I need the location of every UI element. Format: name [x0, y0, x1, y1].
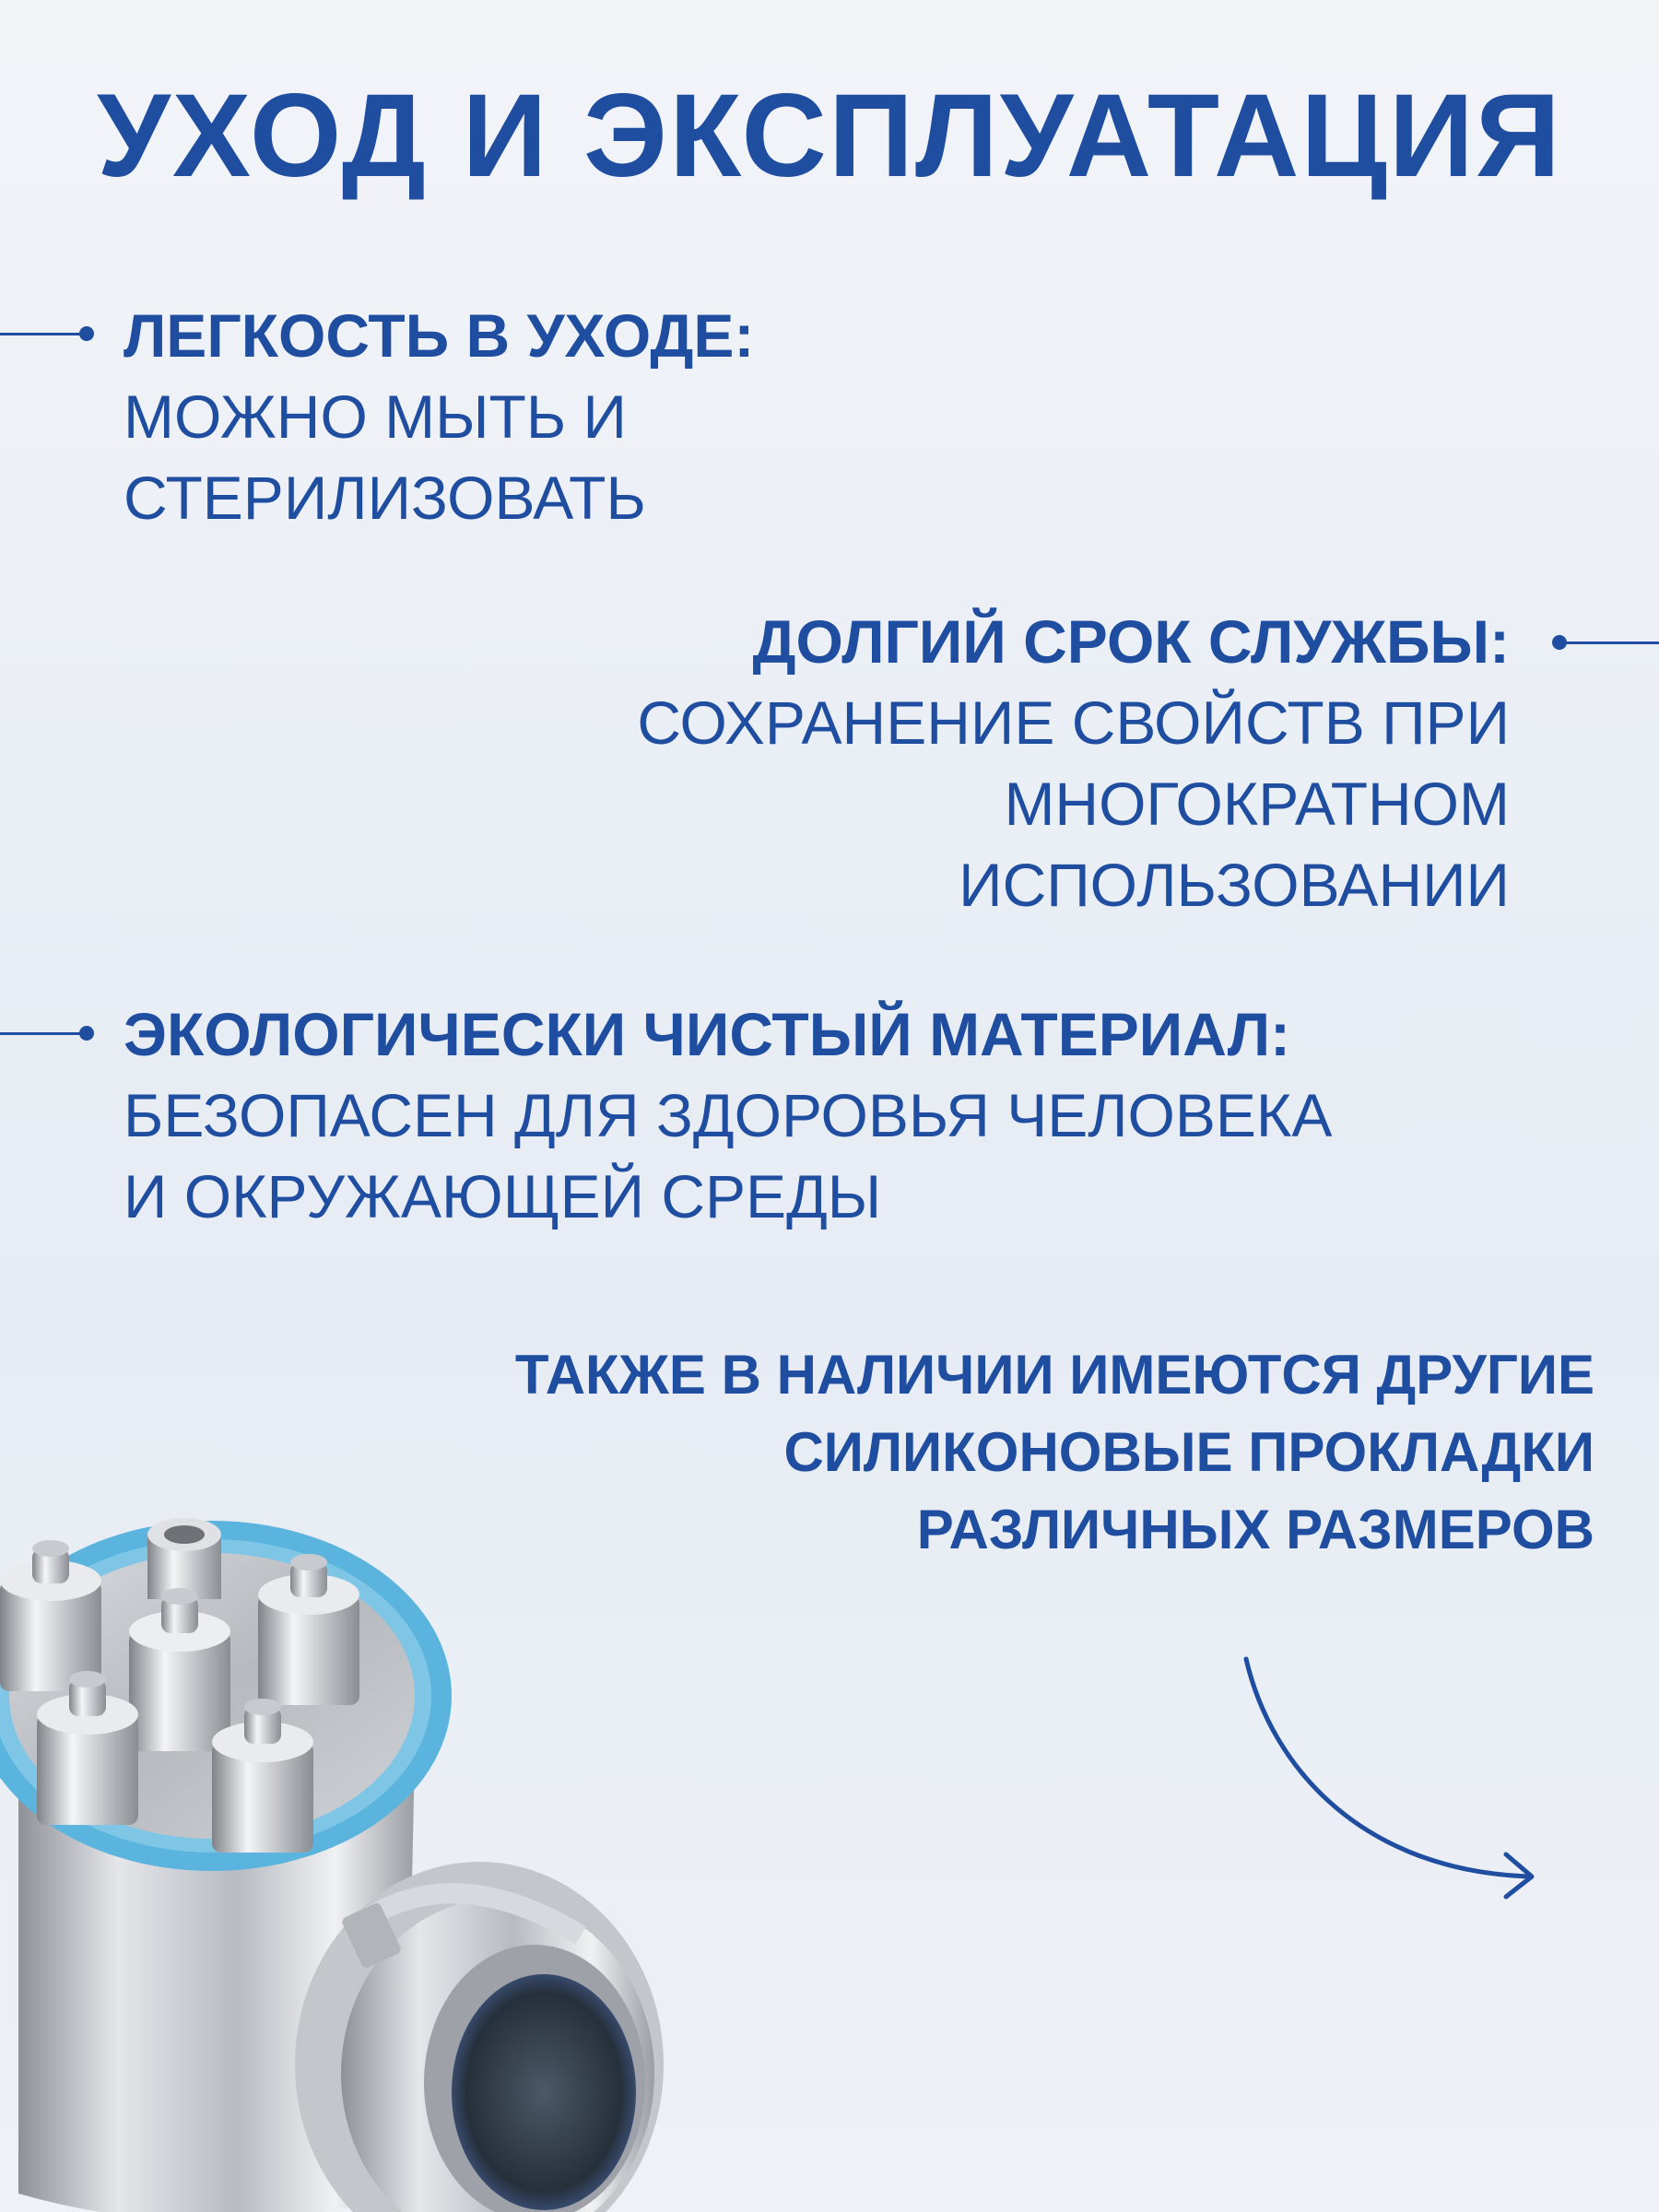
- feature-2-line-2: МНОГОКРАТНОМ: [1004, 770, 1510, 838]
- sight-glass: [452, 1974, 636, 2210]
- feature-3-line-2: И ОКРУЖАЮЩЕЙ СРЕДЫ: [124, 1162, 882, 1230]
- note-line-1: ТАКЖЕ В НАЛИЧИИ ИМЕЮТСЯ ДРУГИЕ: [514, 1344, 1594, 1406]
- feature-easy-care: [124, 295, 754, 538]
- feature-1-line-2: СТЕРИЛИЗОВАТЬ: [124, 464, 646, 532]
- note-line-2: СИЛИКОНОВЫЕ ПРОКЛАДКИ: [783, 1421, 1594, 1483]
- feature-1-heading: ЛЕГКОСТЬ В УХОДЕ:: [124, 301, 755, 370]
- feature-eco-material: [124, 994, 1332, 1237]
- product-image: [0, 1475, 682, 2212]
- feature-2-heading: ДОЛГИЙ СРОК СЛУЖБЫ:: [752, 607, 1510, 676]
- feature-3-heading: ЭКОЛОГИЧЕСКИ ЧИСТЫЙ МАТЕРИАЛ:: [124, 1000, 1290, 1068]
- feature-3-line-1: БЕЗОПАСЕН ДЛЯ ЗДОРОВЬЯ ЧЕЛОВЕКА: [124, 1081, 1333, 1149]
- feature-1-bullet-dot: [79, 326, 94, 341]
- feature-2-connector-line: [1559, 641, 1659, 644]
- feature-3-bullet-dot: [79, 1026, 94, 1041]
- feature-1-connector-line: [0, 333, 83, 335]
- note-line-3: РАЗЛИЧНЫХ РАЗМЕРОВ: [916, 1499, 1594, 1560]
- feature-1-line-1: МОЖНО МЫТЬ И: [124, 382, 627, 451]
- page-title: УХОД И ЭКСПЛУАТАЦИЯ: [97, 70, 1562, 202]
- feature-2-line-3: ИСПОЛЬЗОВАНИИ: [959, 851, 1510, 919]
- feature-2-line-1: СОХРАНЕНИЕ СВОЙСТВ ПРИ: [637, 688, 1510, 757]
- curved-arrow-icon: [1226, 1650, 1558, 1908]
- feature-long-service-life: [637, 601, 1510, 925]
- feature-3-connector-line: [0, 1032, 83, 1035]
